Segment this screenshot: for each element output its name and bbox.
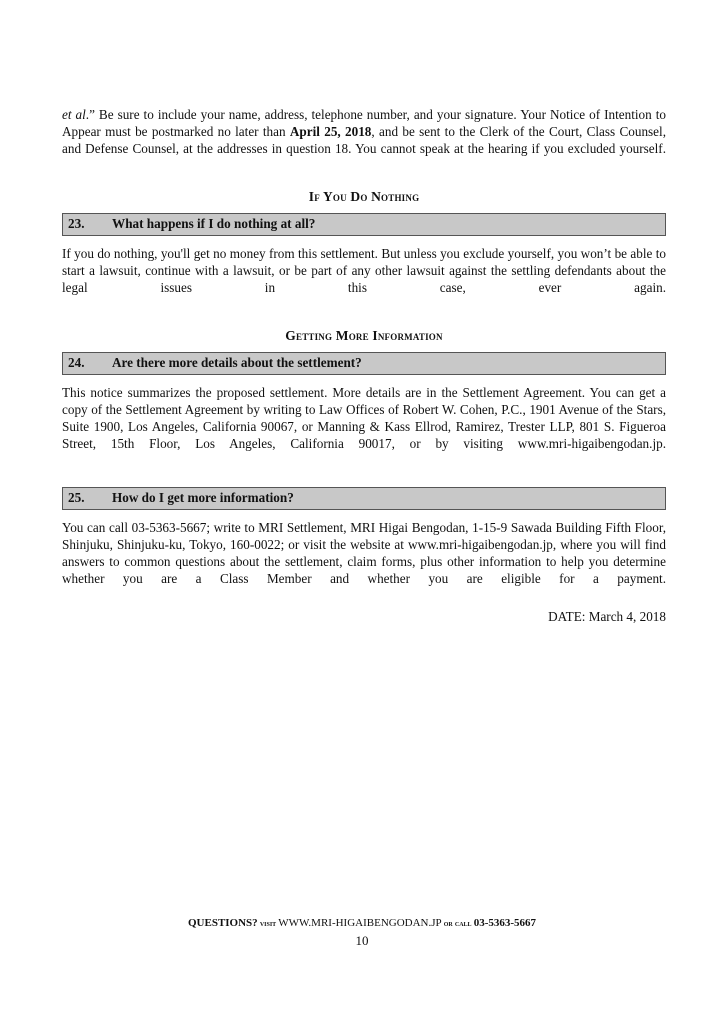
question-box-25 bbox=[62, 487, 666, 510]
section-heading-nothing: If You Do Nothing bbox=[308, 188, 420, 204]
section-heading-info: Getting More Information bbox=[285, 327, 443, 343]
intro-text-b: , and be sent to the Clerk of the Court, Class Counsel, and Defense Counsel, at the addresses in question 18. You cannot speak at the hearing if you excluded yourself. bbox=[62, 124, 666, 157]
document-page bbox=[62, 106, 666, 625]
answer-23: If you do nothing, you'll get no money from this settlement. But unless you exclude yourself, you won’t be able to start a lawsuit, continue with a lawsuit, or be part of any other lawsuit against the settling defendants about the legal issues in this case, ever again. bbox=[62, 245, 666, 296]
intro-italic: et al bbox=[62, 107, 86, 122]
footer-visit: visit bbox=[257, 918, 279, 928]
notice-date: DATE: March 4, 2018 bbox=[548, 608, 666, 624]
question-number: 23. bbox=[68, 216, 85, 232]
footer-questions: QUESTIONS? bbox=[187, 917, 258, 929]
footer-phone: 03-5363-5667 bbox=[473, 917, 537, 929]
footer-or-call: or call bbox=[441, 918, 474, 928]
question-text: Are there more details about the settlement? bbox=[112, 355, 362, 371]
question-text: What happens if I do nothing at all? bbox=[112, 216, 316, 232]
answer-24: This notice summarizes the proposed settlement. More details are in the Settlement Agreement. You can get a copy of the Settlement Agreement by writing to Law Offices of Robert W. Cohen, P.C., 1901 Avenue of the Stars, Suite 1900, Los Angeles, California 90067, or Manning & Kass Ellrod, Ramirez, Trester LLP, 801 S. Figueroa Street, 15th Floor, Los Angeles, California 90017, or by visiting www.mri-higaibengodan.jp. bbox=[62, 384, 666, 452]
answer-25: You can call 03-5363-5667; write to MRI Settlement, MRI Higai Bengodan, 1-15-9 Sawada Building Fifth Floor, Shinjuku, Shinjuku-ku, Tokyo, 160-0022; or visit the website at www.mri-higaibengodan.jp, where you will find answers to common questions about the settlement, claim forms, plus other information to help you determine whether you are a Class Member and whether you are eligible for a payment. bbox=[62, 519, 666, 587]
intro-text-a: .” Be sure to include your name, address, telephone number, and your signature. Your Notice of Intention to Appear must be postmarked no later than bbox=[62, 107, 666, 140]
intro-paragraph bbox=[62, 106, 666, 175]
question-box-24 bbox=[62, 352, 666, 375]
page-footer bbox=[0, 917, 724, 929]
question-number: 25. bbox=[68, 490, 85, 506]
footer-url: WWW.MRI-HIGAIBENGODAN.JP bbox=[278, 917, 442, 929]
question-number: 24. bbox=[68, 355, 85, 371]
question-text: How do I get more information? bbox=[112, 490, 294, 506]
intro-deadline: April 25, 2018 bbox=[289, 124, 372, 140]
page-number: 10 bbox=[355, 933, 369, 948]
question-box-23 bbox=[62, 213, 666, 236]
